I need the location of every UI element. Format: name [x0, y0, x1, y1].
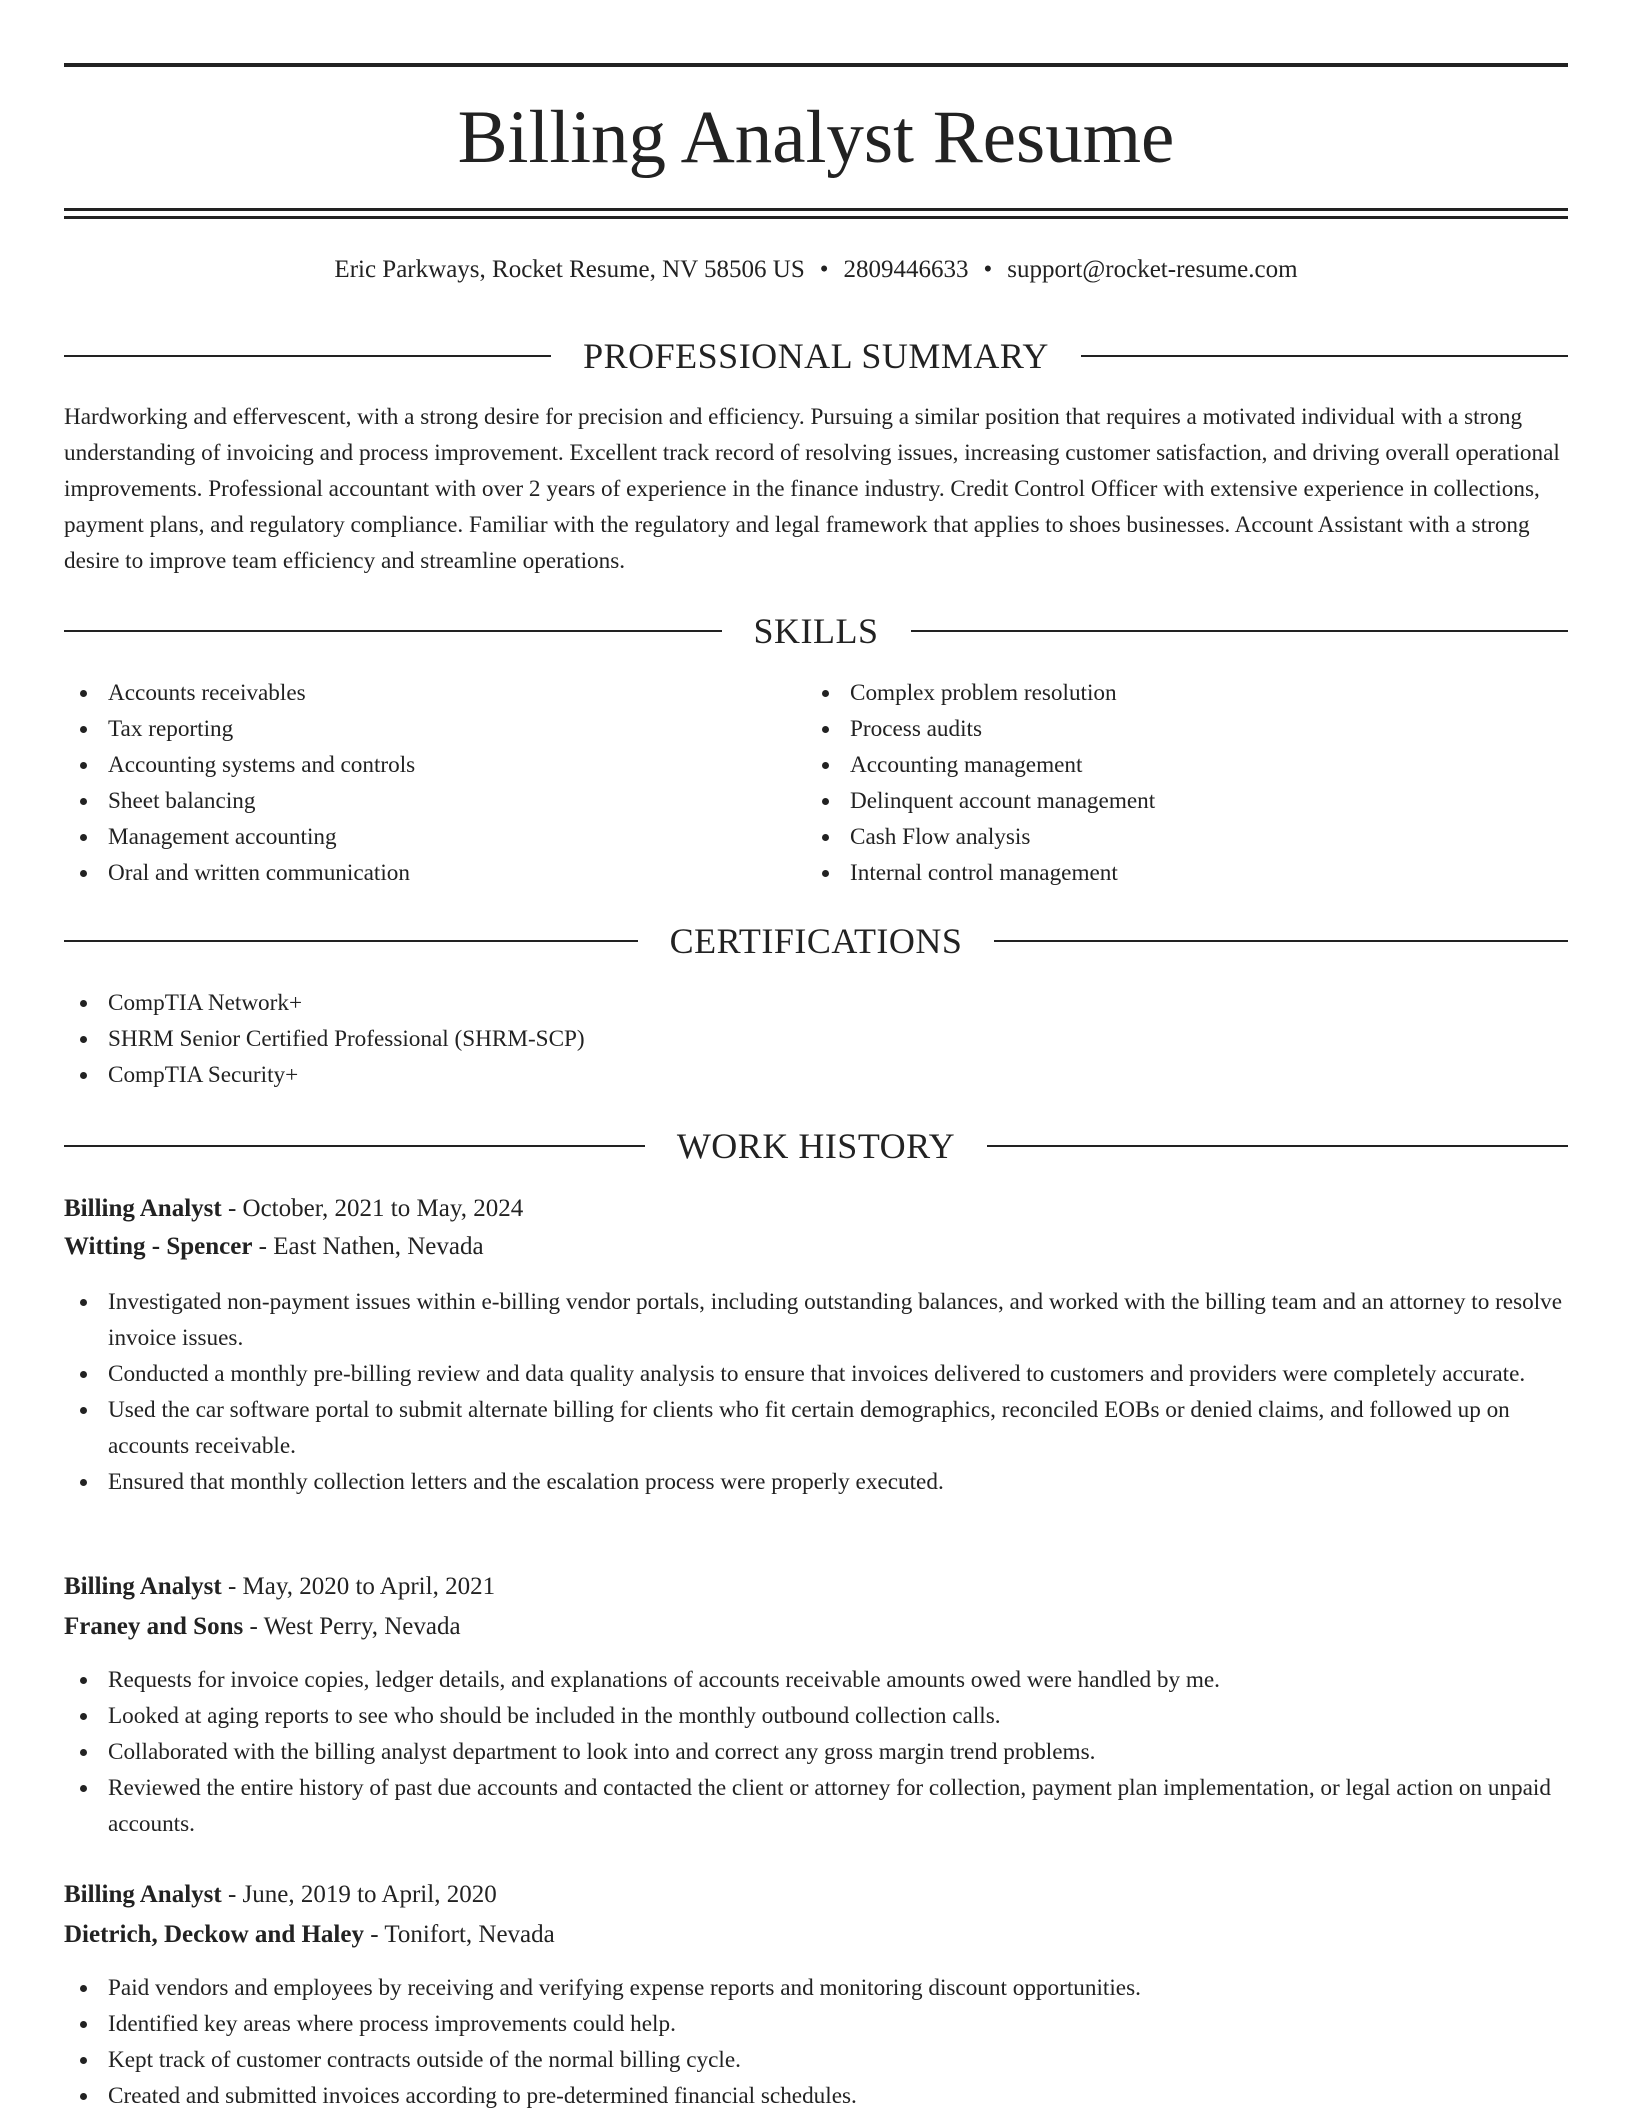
section-rule-right	[911, 630, 1569, 632]
job-bullet: Identified key areas where process improvements could help.	[64, 2006, 1568, 2042]
skill-item: Delinquent account management	[806, 783, 1566, 819]
job-bullet: Conducted a monthly pre-billing review and data quality analysis to ensure that invoices delivered to customers and providers were completely accurate.	[64, 1356, 1568, 1392]
job-bullet: Investigated non-payment issues within e-billing vendor portals, including outstanding balances, and worked with the billing team and an attorney to resolve invoice issues.	[64, 1284, 1568, 1356]
skill-item: Management accounting	[64, 819, 804, 855]
title-double-rule-upper	[64, 208, 1568, 211]
job-dates: - June, 2019 to April, 2020	[221, 1881, 497, 1908]
skill-item: Accounts receivables	[64, 675, 804, 711]
job-company: Franey and Sons	[64, 1613, 244, 1640]
resume-title: Billing Analyst Resume	[457, 96, 1175, 179]
section-rule-left	[64, 355, 551, 357]
section-rule-left	[64, 940, 638, 942]
section-title: PROFESSIONAL SUMMARY	[583, 336, 1049, 376]
job-bullet: Reviewed the entire history of past due accounts and contacted the client or attorney for collection, payment plan implementation, or legal action on unpaid accounts.	[64, 1770, 1568, 1842]
skills-section-header	[64, 609, 1568, 653]
section-rule-right	[994, 940, 1568, 942]
job-title-line	[64, 1877, 1568, 1913]
job-title-line	[64, 1191, 1568, 1227]
skill-item: Tax reporting	[64, 711, 804, 747]
section-rule-left	[64, 1145, 645, 1147]
job-bullet: Kept track of customer contracts outside of the normal billing cycle.	[64, 2042, 1568, 2078]
job-company-line	[64, 1229, 1568, 1265]
job-company-line	[64, 1917, 1568, 1953]
job-bullets	[64, 1662, 1568, 1842]
job-bullets	[64, 1284, 1568, 1500]
job-company: Witting - Spencer	[64, 1233, 253, 1260]
contact-address: Eric Parkways, Rocket Resume, NV 58506 US	[334, 256, 805, 283]
job-title: Billing Analyst	[64, 1195, 222, 1222]
job-company-line	[64, 1609, 1568, 1645]
job-company: Dietrich, Deckow and Haley	[64, 1921, 364, 1948]
title-double-rule-lower	[64, 216, 1568, 219]
contact-email: support@rocket-resume.com	[1007, 256, 1298, 283]
skill-item: Accounting management	[806, 747, 1566, 783]
job-bullet: Used the car software portal to submit alternate billing for clients who fit certain demographics, reconciled EOBs or denied claims, and followed up on accounts receivable.	[64, 1392, 1568, 1464]
contact-separator: •	[819, 256, 829, 283]
job-location: - East Nathen, Nevada	[252, 1233, 484, 1260]
skills-list-left	[64, 675, 804, 891]
top-rule	[64, 63, 1568, 67]
summary-section-header	[64, 334, 1568, 378]
certification-item: SHRM Senior Certified Professional (SHRM-SCP)	[64, 1021, 1568, 1057]
job-dates: - October, 2021 to May, 2024	[221, 1195, 524, 1222]
job-title-line	[64, 1569, 1568, 1605]
skill-item: Cash Flow analysis	[806, 819, 1566, 855]
section-rule-right	[987, 1145, 1568, 1147]
contact-separator: •	[983, 256, 993, 283]
job-bullet: Collaborated with the billing analyst department to look into and correct any gross margin trend problems.	[64, 1734, 1568, 1770]
section-rule-right	[1081, 355, 1568, 357]
job-location: - West Perry, Nevada	[243, 1613, 461, 1640]
job-bullet: Looked at aging reports to see who should be included in the monthly outbound collection calls.	[64, 1698, 1568, 1734]
skill-item: Process audits	[806, 711, 1566, 747]
job-title: Billing Analyst	[64, 1881, 222, 1908]
contact-line	[64, 252, 1568, 288]
certifications-list	[64, 985, 1568, 1093]
section-rule-left	[64, 630, 722, 632]
job-location: - Tonifort, Nevada	[363, 1921, 555, 1948]
certification-item: CompTIA Security+	[64, 1057, 1568, 1093]
skill-item: Sheet balancing	[64, 783, 804, 819]
skill-item: Internal control management	[806, 855, 1566, 891]
skill-item: Accounting systems and controls	[64, 747, 804, 783]
certification-item: CompTIA Network+	[64, 985, 1568, 1021]
work-history-section-header	[64, 1124, 1568, 1168]
skill-item: Complex problem resolution	[806, 675, 1566, 711]
job-bullet: Paid vendors and employees by receiving and verifying expense reports and monitoring discount opportunities.	[64, 1970, 1568, 2006]
job-title: Billing Analyst	[64, 1573, 222, 1600]
job-bullet: Requests for invoice copies, ledger details, and explanations of accounts receivable amounts owed were handled by me.	[64, 1662, 1568, 1698]
skill-item: Oral and written communication	[64, 855, 804, 891]
certifications-section-header	[64, 919, 1568, 963]
section-title: SKILLS	[753, 611, 879, 651]
job-dates: - May, 2020 to April, 2021	[221, 1573, 496, 1600]
summary-text: Hardworking and effervescent, with a strong desire for precision and efficiency. Pursuing a similar position that requires a motivated individual with a strong understanding of invoicing and process improvement. Excellent track record of resolving issues, increasing customer satisfaction, and driving overall operational improvements. Professional accountant with over 2 years of experience in the finance industry. Credit Control Officer with extensive experience in collections, payment plans, and regulatory compliance. Familiar with the regulatory and legal framework that applies to shoes businesses. Account Assistant with a strong desire to improve team efficiency and streamline operations.	[64, 404, 1560, 574]
section-title: CERTIFICATIONS	[669, 921, 963, 961]
job-bullet: Ensured that monthly collection letters and the escalation process were properly executed.	[64, 1464, 1568, 1500]
section-title: WORK HISTORY	[676, 1126, 956, 1166]
job-bullets	[64, 1970, 1568, 2114]
contact-phone: 2809446633	[843, 256, 969, 283]
skills-list-right	[806, 675, 1566, 891]
job-bullet: Created and submitted invoices according to pre-determined financial schedules.	[64, 2078, 1568, 2114]
